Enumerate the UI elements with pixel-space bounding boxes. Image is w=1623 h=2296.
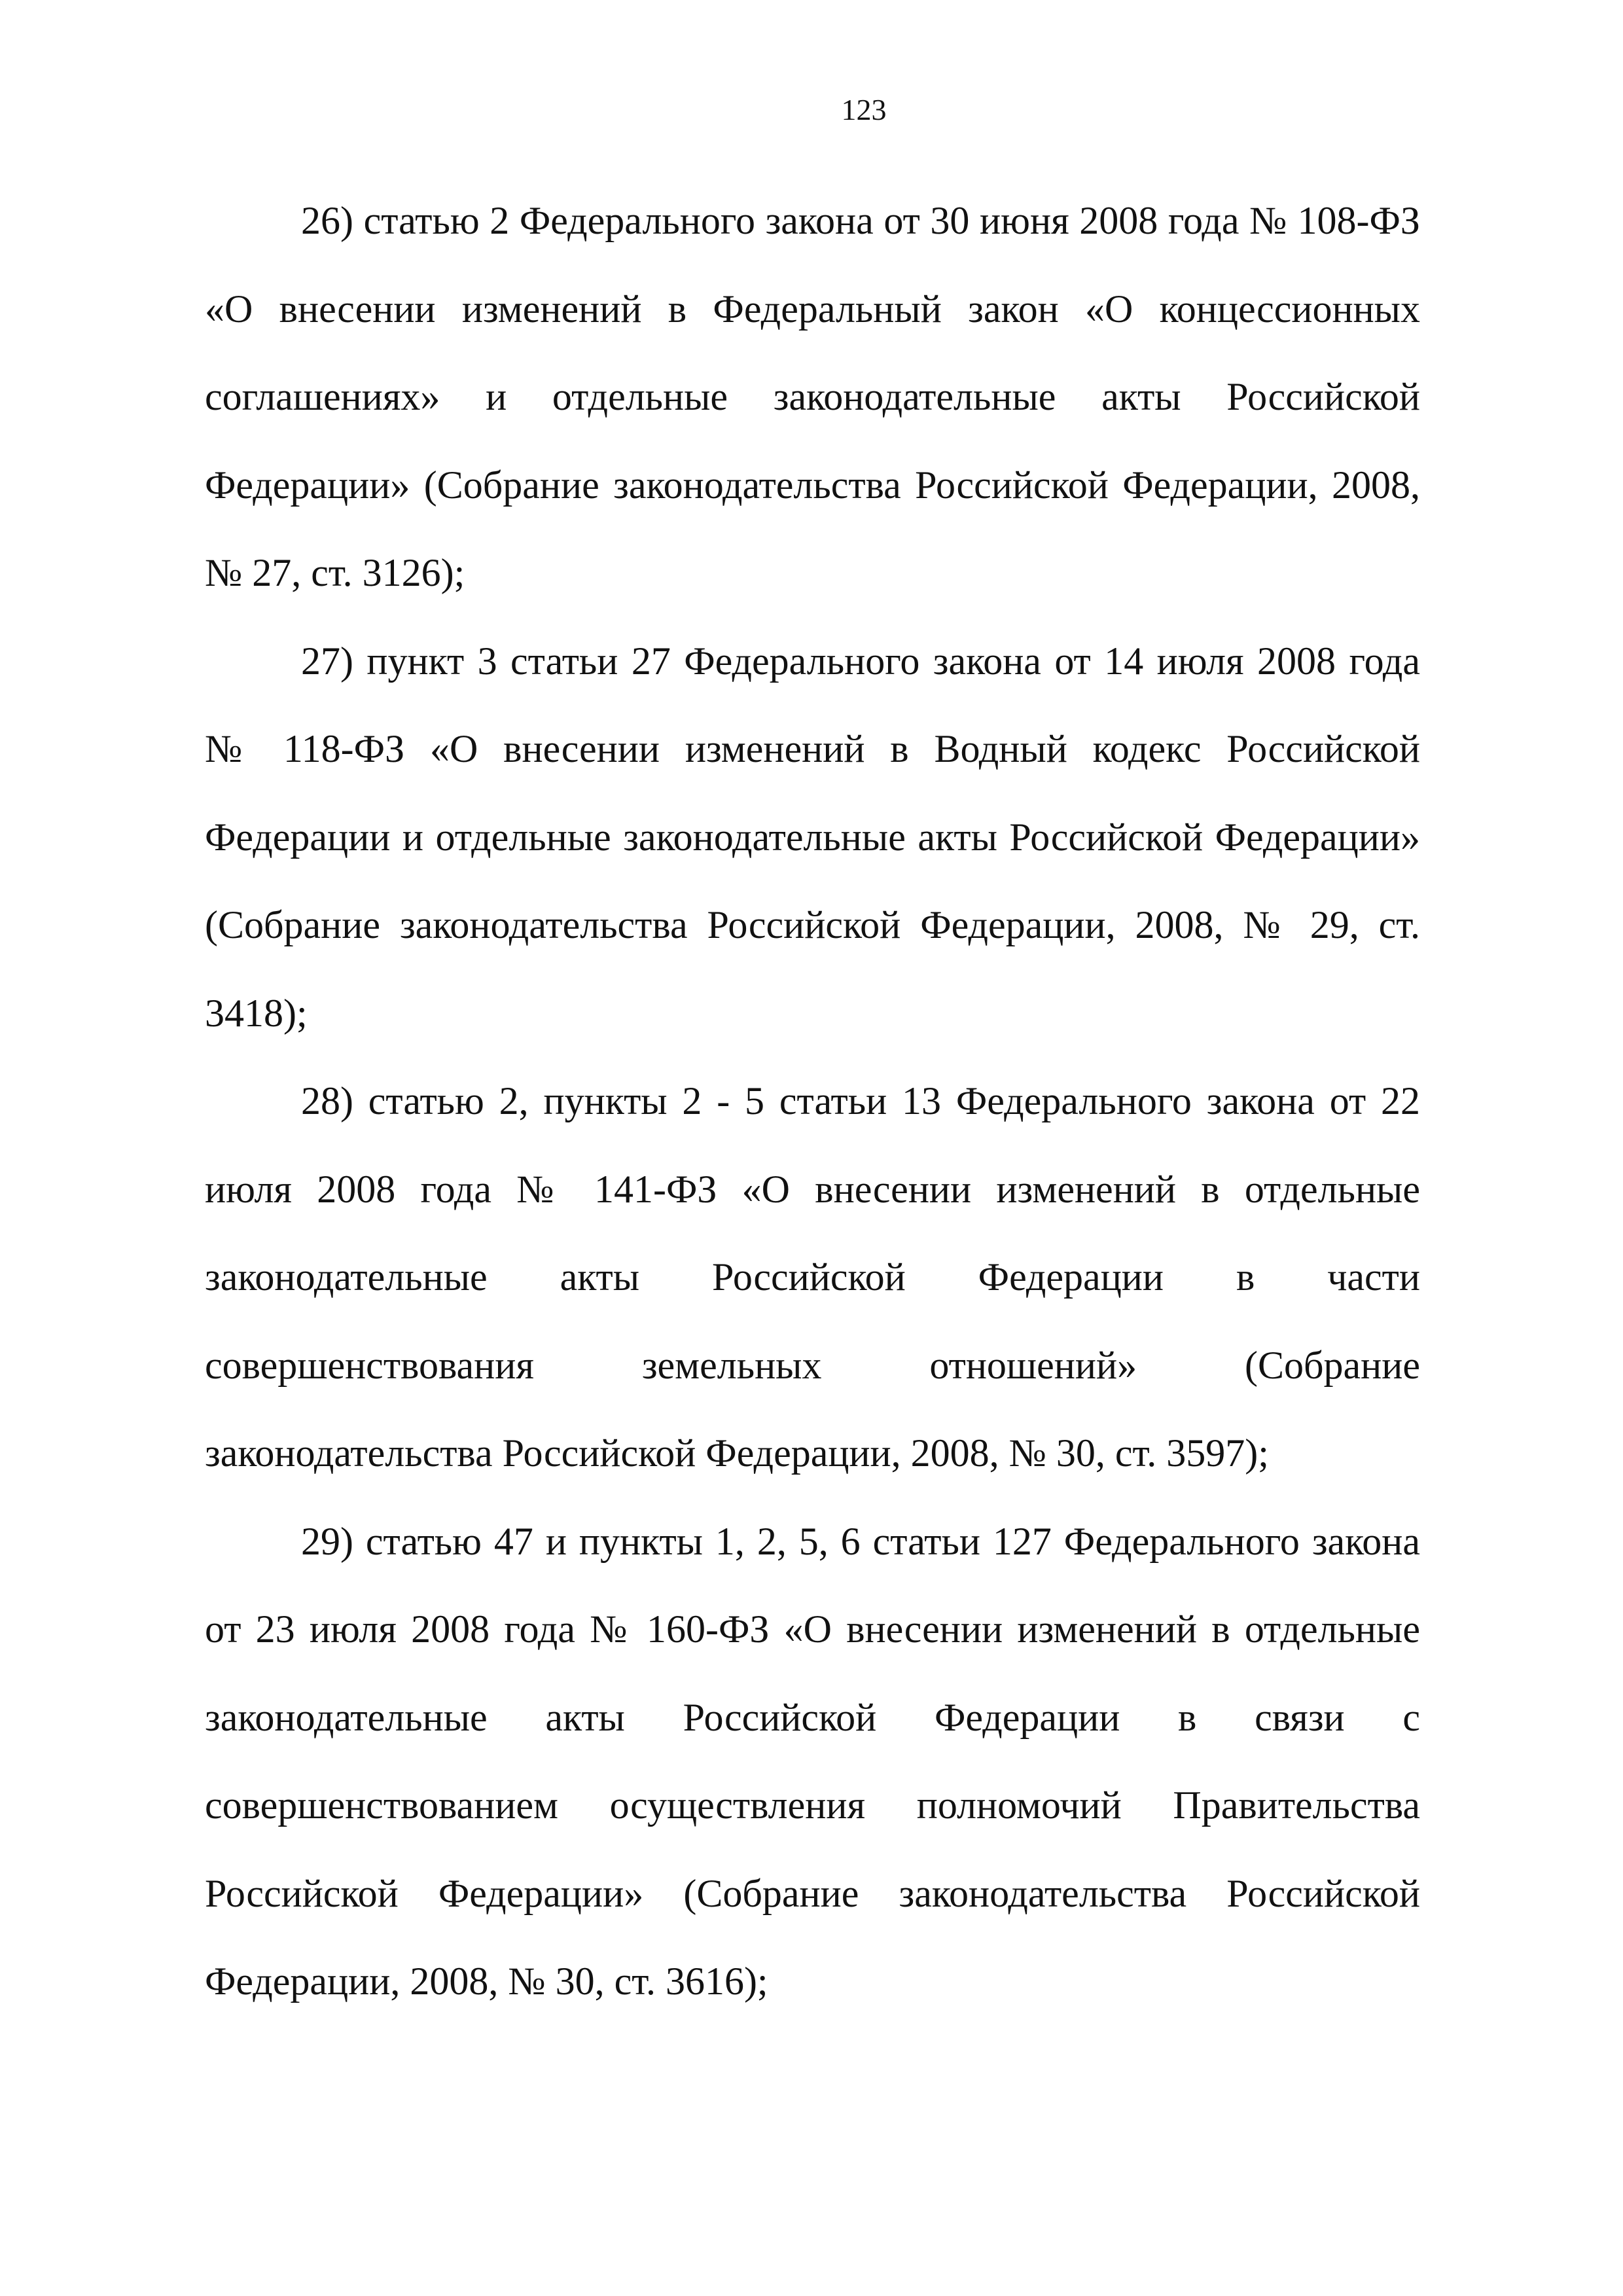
list-item-27: 27) пункт 3 статьи 27 Федерального закона от 14 июля 2008 года № 118-ФЗ «О внесении изменений в Водный кодекс Российской Федерации и отдельные законодательные акты Российской Федерации» (Собрание законодательства Российской Федерации, 2008, № 29, ст. 3418);: [205, 639, 1420, 1035]
page-number: 123: [841, 93, 887, 126]
list-item-26: 26) статью 2 Федерального закона от 30 июня 2008 года № 108-ФЗ «О внесении изменений в Федеральный закон «О концессионных соглашениях» и отдельные законодательные акты Российской Федерации» (Собрание законодательства Российской Федерации, 2008, № 27, ст. 3126);: [205, 199, 1420, 594]
list-item-29: 29) статью 47 и пункты 1, 2, 5, 6 статьи 127 Федерального закона от 23 июля 2008 года № 160-ФЗ «О внесении изменений в отдельные законодательные акты Российской Федерации в связи с совершенствованием осуществления полномочий Правительства Российской Федерации» (Собрание законодательства Российской Федерации, 2008, № 30, ст. 3616);: [205, 1519, 1420, 2003]
list-item-28: 28) статью 2, пункты 2 - 5 статьи 13 Федерального закона от 22 июля 2008 года № 141-ФЗ «О внесении изменений в отдельные законодательные акты Российской Федерации в части совершенствования земельных отношений» (Собрание законодательства Российской Федерации, 2008, № 30, ст. 3597);: [205, 1079, 1420, 1475]
document-body: [205, 177, 1420, 2026]
